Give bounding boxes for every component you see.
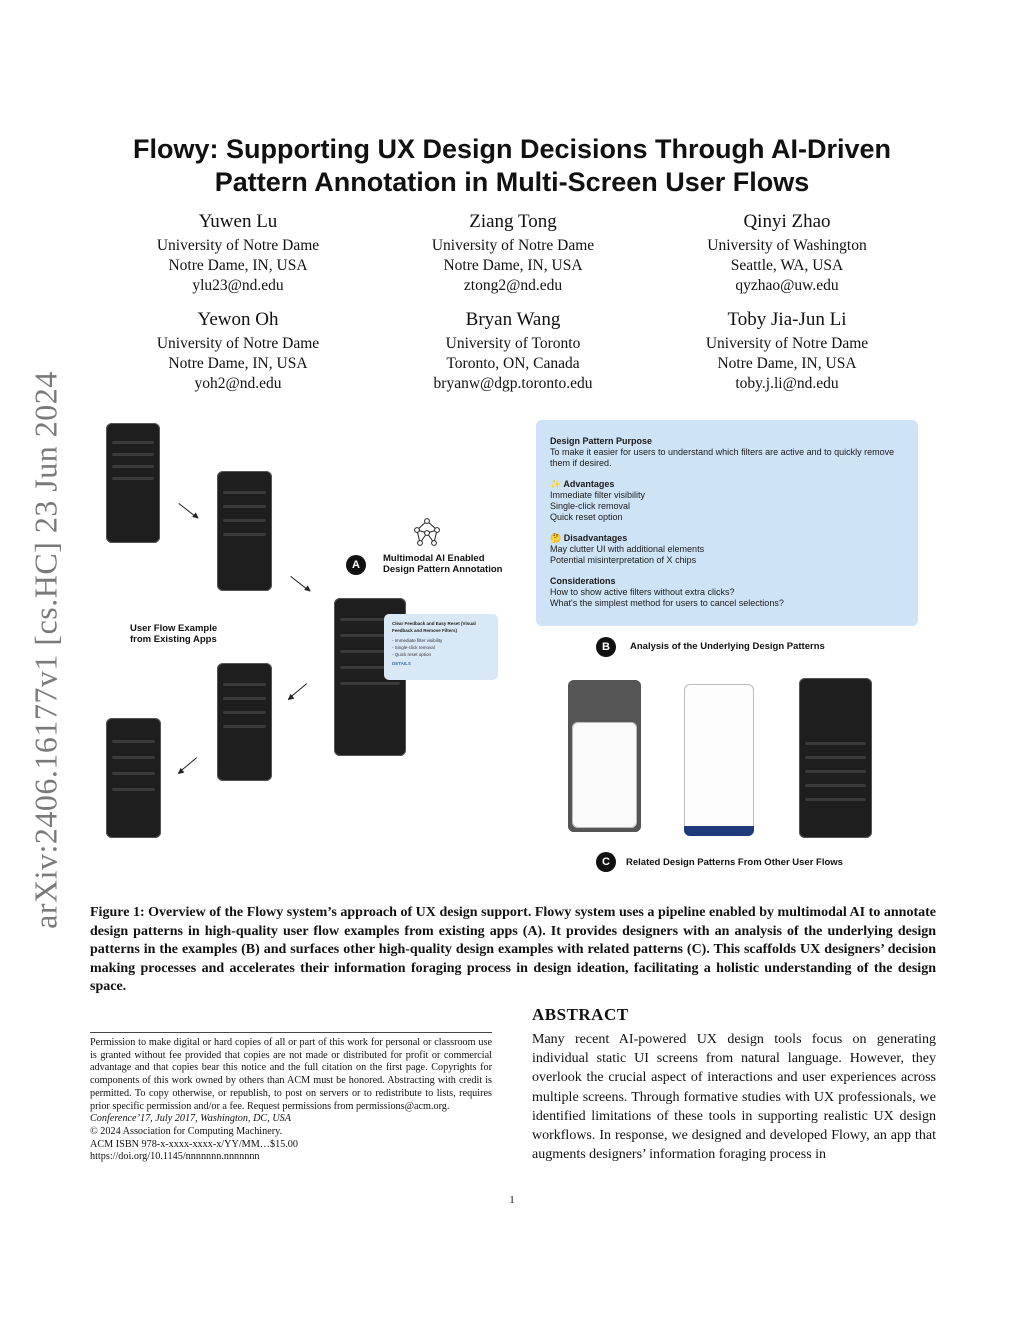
- permission-text: Permission to make digital or hard copies of all or part of this work for personal or classroom use is granted without fee provided that copies are not made or distributed for profit or commercial advantage and that copies bear this notice and the full citation on the first page. Copyrights for components of this work owned by others than ACM must be honored. Abstracting with credit is permitted. To copy otherwise, or republish, to post on servers or to redistribute to lists, requires prior specific permission and/or a fee. Request permissions from permissions@acm.org.: [90, 1037, 492, 1112]
- phone-screenshot: [217, 663, 272, 781]
- author-name: Yewon Oh: [197, 309, 279, 330]
- arxiv-identifier-text: arXiv:2406.16177v1 [cs.HC] 23 Jun 2024: [27, 371, 64, 929]
- flow-arrow: [288, 683, 307, 699]
- author-block: [103, 210, 373, 296]
- author-email: qyzhao@uw.edu: [735, 277, 839, 294]
- phone-screenshot: [799, 678, 872, 838]
- popover-item: - Quick reset option: [392, 652, 432, 657]
- author-affiliation: University of Toronto: [445, 335, 581, 352]
- author-email: yoh2@nd.edu: [194, 375, 282, 392]
- conference-info: Conference’17, July 2017, Washington, DC, USA: [90, 1113, 291, 1125]
- purpose-text: To make it easier for users to understand which filters are active and to quickly remove them if desired.: [550, 447, 895, 468]
- author-email: bryanw@dgp.toronto.edu: [433, 375, 593, 392]
- author-affiliation: University of Washington: [707, 237, 867, 254]
- label-a: Multimodal AI Enabled Design Pattern Annotation: [383, 553, 503, 575]
- advantage-item: Immediate filter visibility: [550, 490, 646, 500]
- disadvantage-item: May clutter UI with additional elements: [550, 544, 705, 554]
- abstract-text: Many recent AI-powered UX design tools focus on generating individual static UI screens from natural language. However, they overlook the crucial aspect of interactions and user experiences across multiple screens. Through formative studies with UX professionals, we identified limitations of these tools in supporting realistic UX design workflows. In response, we designed and developed Flowy, an app that augments designers’ information foraging process in: [532, 1032, 936, 1163]
- flow-arrow: [178, 757, 197, 773]
- doi-link[interactable]: https://doi.org/10.1145/nnnnnnn.nnnnnnn: [90, 1151, 260, 1163]
- paper-title: [90, 133, 934, 199]
- author-affiliation: University of Notre Dame: [431, 237, 595, 254]
- arxiv-identifier: [18, 355, 74, 945]
- marker-a: A: [346, 555, 366, 575]
- author-email: toby.j.li@nd.edu: [735, 375, 839, 392]
- author-affiliation: University of Notre Dame: [156, 237, 320, 254]
- author-block: [103, 308, 373, 394]
- design-pattern-panel: [536, 420, 918, 626]
- author-name: Toby Jia-Jun Li: [727, 309, 847, 330]
- advantages-heading: ✨ Advantages: [550, 479, 615, 489]
- phone-screenshot: [106, 718, 161, 838]
- considerations-heading: Considerations: [550, 576, 616, 586]
- pattern-popover: [384, 614, 498, 680]
- popover-item: - Immediate filter visibility: [392, 638, 443, 643]
- copyright-line: © 2024 Association for Computing Machinery.: [90, 1125, 283, 1137]
- author-name: Ziang Tong: [469, 211, 557, 232]
- title-line-1: Flowy: Supporting UX Design Decisions Through AI-Driven: [132, 134, 892, 164]
- phone-screenshot: [217, 471, 272, 591]
- phone-screenshot: [684, 684, 754, 836]
- permission-footnote: [90, 1037, 492, 1164]
- figure-1: [104, 418, 920, 883]
- author-location: Seattle, WA, USA: [730, 257, 844, 274]
- consideration-item: What's the simplest method for users to cancel selections?: [550, 598, 784, 608]
- footnote-rule: [90, 1032, 492, 1033]
- popover-item: - Single-click removal: [392, 645, 435, 650]
- author-location: Notre Dame, IN, USA: [443, 257, 583, 274]
- popover-details-link[interactable]: DETAILS: [392, 661, 411, 666]
- page-number: 1: [509, 1194, 515, 1206]
- author-affiliation: University of Notre Dame: [705, 335, 869, 352]
- isbn-line: ACM ISBN 978-x-xxxx-xxxx-x/YY/MM…$15.00: [90, 1138, 298, 1150]
- author-name: Yuwen Lu: [198, 211, 278, 232]
- figure-caption: Figure 1: Overview of the Flowy system’s approach of UX design support. Flowy system uses a pipeline enabled by multimodal AI to annotate design patterns in high-quality user flow examples from existing apps (A). It provides designers with an analysis of the underlying design patterns in the examples (B) and surfaces other high-quality design examples with related patterns (C). This scaffolds UX designers’ decision making processes and accelerates their information foraging process in design ideation, facilitating a holistic understanding of the design space.: [90, 905, 936, 994]
- author-email: ztong2@nd.edu: [463, 277, 563, 294]
- neural-network-icon: [411, 518, 443, 548]
- author-affiliation: University of Notre Dame: [156, 335, 320, 352]
- disadvantage-item: Potential misinterpretation of X chips: [550, 555, 697, 565]
- label-user-flow: User Flow Example from Existing Apps: [130, 623, 218, 645]
- author-location: Notre Dame, IN, USA: [717, 355, 857, 372]
- title-line-2: Pattern Annotation in Multi-Screen User Flows: [214, 167, 810, 197]
- marker-c: C: [596, 852, 616, 872]
- phone-screenshot: [106, 423, 160, 543]
- advantage-item: Single-click removal: [550, 501, 631, 511]
- author-location: Notre Dame, IN, USA: [168, 257, 308, 274]
- author-block: [652, 308, 922, 394]
- author-name: Bryan Wang: [465, 309, 561, 330]
- phone-screenshot: [568, 680, 641, 832]
- advantage-item: Quick reset option: [550, 512, 623, 522]
- author-email: ylu23@nd.edu: [192, 277, 284, 294]
- author-name: Qinyi Zhao: [743, 211, 831, 232]
- purpose-heading: Design Pattern Purpose: [550, 436, 653, 446]
- author-location: Toronto, ON, Canada: [446, 355, 580, 372]
- author-block: [652, 210, 922, 296]
- consideration-item: How to show active filters without extra clicks?: [550, 587, 735, 597]
- disadvantages-heading: 🤔 Disadvantages: [550, 533, 628, 543]
- author-block: [378, 210, 648, 296]
- abstract-heading: ABSTRACT: [532, 1005, 629, 1024]
- label-c: Related Design Patterns From Other User Flows: [626, 857, 843, 868]
- author-location: Notre Dame, IN, USA: [168, 355, 308, 372]
- popover-title: Clear Feedback and Easy Reset (Visual Feedback and Remove Filters): [392, 621, 476, 633]
- flow-arrow: [178, 503, 198, 519]
- marker-b: B: [596, 637, 616, 657]
- flow-arrow: [290, 576, 310, 592]
- label-b: Analysis of the Underlying Design Patterns: [630, 641, 825, 652]
- author-block: [378, 308, 648, 394]
